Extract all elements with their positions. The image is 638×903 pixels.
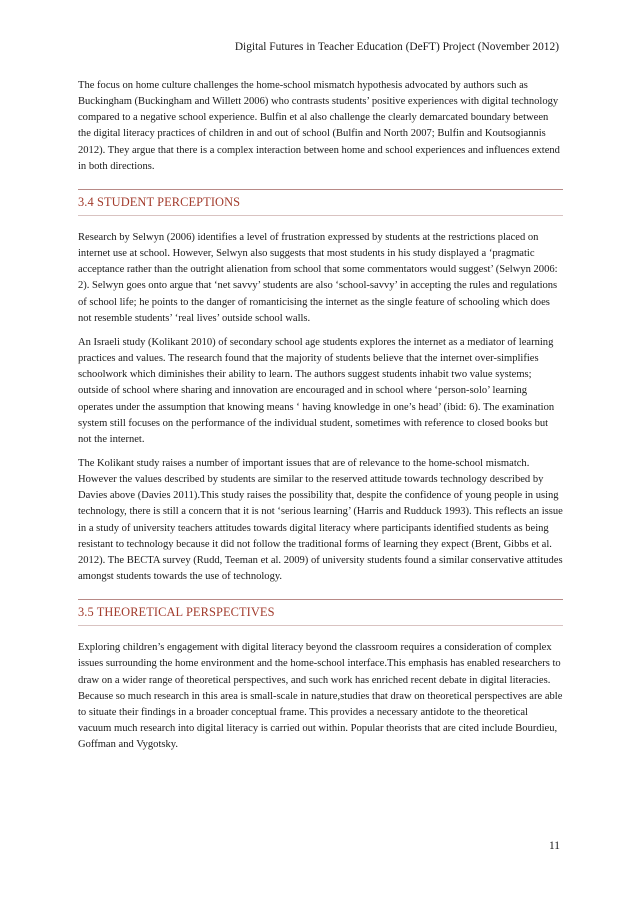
body-paragraph: Research by Selwyn (2006) identifies a level of frustration expressed by students at the restrictions placed on internet use at school. However, Selwyn also suggests that most students in his study displayed a ‘pragmatic acceptance rather than the outright alienation from school that some commentators would suggest’ (Selwyn 2006: 2). Selwyn goes onto argue that ‘net savvy’ students are also ‘school-savvy’ in accepting the rules and regulations of school life; he points to the danger of romanticising the internet as the single feature of schooling which does not resemble students’ ‘real lives’ outside school walls. bbox=[78, 231, 558, 324]
body-paragraph: The Kolikant study raises a number of important issues that are of relevance to the home-school mismatch. However the values described by students are similar to the reserved attitude towards technology described by Davies above (Davies 2011).This study raises the possibility that, despite the confidence of young people in using technology, there is still a concern that it is not ‘serious learning’ (Harris and Rudduck 1993). This reflects an issue in a study of university teachers attitudes towards digital literacy where participants identified students as being resistant to technology because it did not follow the traditional forms of learning they expect (Brent, Gibbs et al. 2012). The BECTA survey (Rudd, Teeman et al. 2009) of university students found a similar conservative attitudes amongst students towards the use of technology. bbox=[78, 457, 563, 583]
running-header: Digital Futures in Teacher Education (DeFT) Project (November 2012) bbox=[234, 41, 559, 53]
section-heading-student-perceptions: 3.4 STUDENT PERCEPTIONS bbox=[78, 189, 563, 216]
intro-paragraph: The focus on home culture challenges the home-school mismatch hypothesis advocated by authors such as Buckingham (Buckingham and Willett 2006) who contrasts students’ positive experiences with digital technology compared to a negative school experience. Bulfin et al also challenge the clearly demarcated boundary between the digital literacy practices of children in and out of school (Bulfin and North 2007; Bulfin and Koutsogiannis 2012). They argue that there is a complex interaction between home and school experiences and influences extend in both directions. bbox=[78, 80, 560, 172]
page-body bbox=[78, 78, 563, 761]
page-number: 11 bbox=[549, 840, 560, 852]
body-paragraph: Exploring children’s engagement with digital literacy beyond the classroom requires a consideration of complex issues surrounding the home environment and the home-school interface.This emphasis has enabled researchers to draw on a wider range of theoretical perspectives, and such work has enriched recent debate in digital literacies. Because so much research in this area is small-scale in nature,studies that draw on theoretical perspectives are able to situate their findings in a broader conceptual frame. This provides a necessary antidote to the theoretical vacuum much research into digital literacy is carried out within. Popular theorists that are cited include Bourdieu, Goffman and Vygotsky. bbox=[78, 642, 563, 751]
body-paragraph: An Israeli study (Kolikant 2010) of secondary school age students explores the internet as a mediator of learning practices and values. The research found that the majority of students believe that the internet over-simplifies schoolwork which diminishes their ability to learn. The authors suggest students inhabit two value systems; outside of school where sharing and innovation are encouraged and in school where ‘person-solo’ learning operates under the assumption that knowing means ‘ having knowledge in one’s head’ (ibid: 6). The examination system still focuses on the performance of the individual student, sometimes with reference to closed books but not the internet. bbox=[78, 336, 555, 445]
section-heading-theoretical-perspectives: 3.5 THEORETICAL PERSPECTIVES bbox=[78, 599, 563, 626]
